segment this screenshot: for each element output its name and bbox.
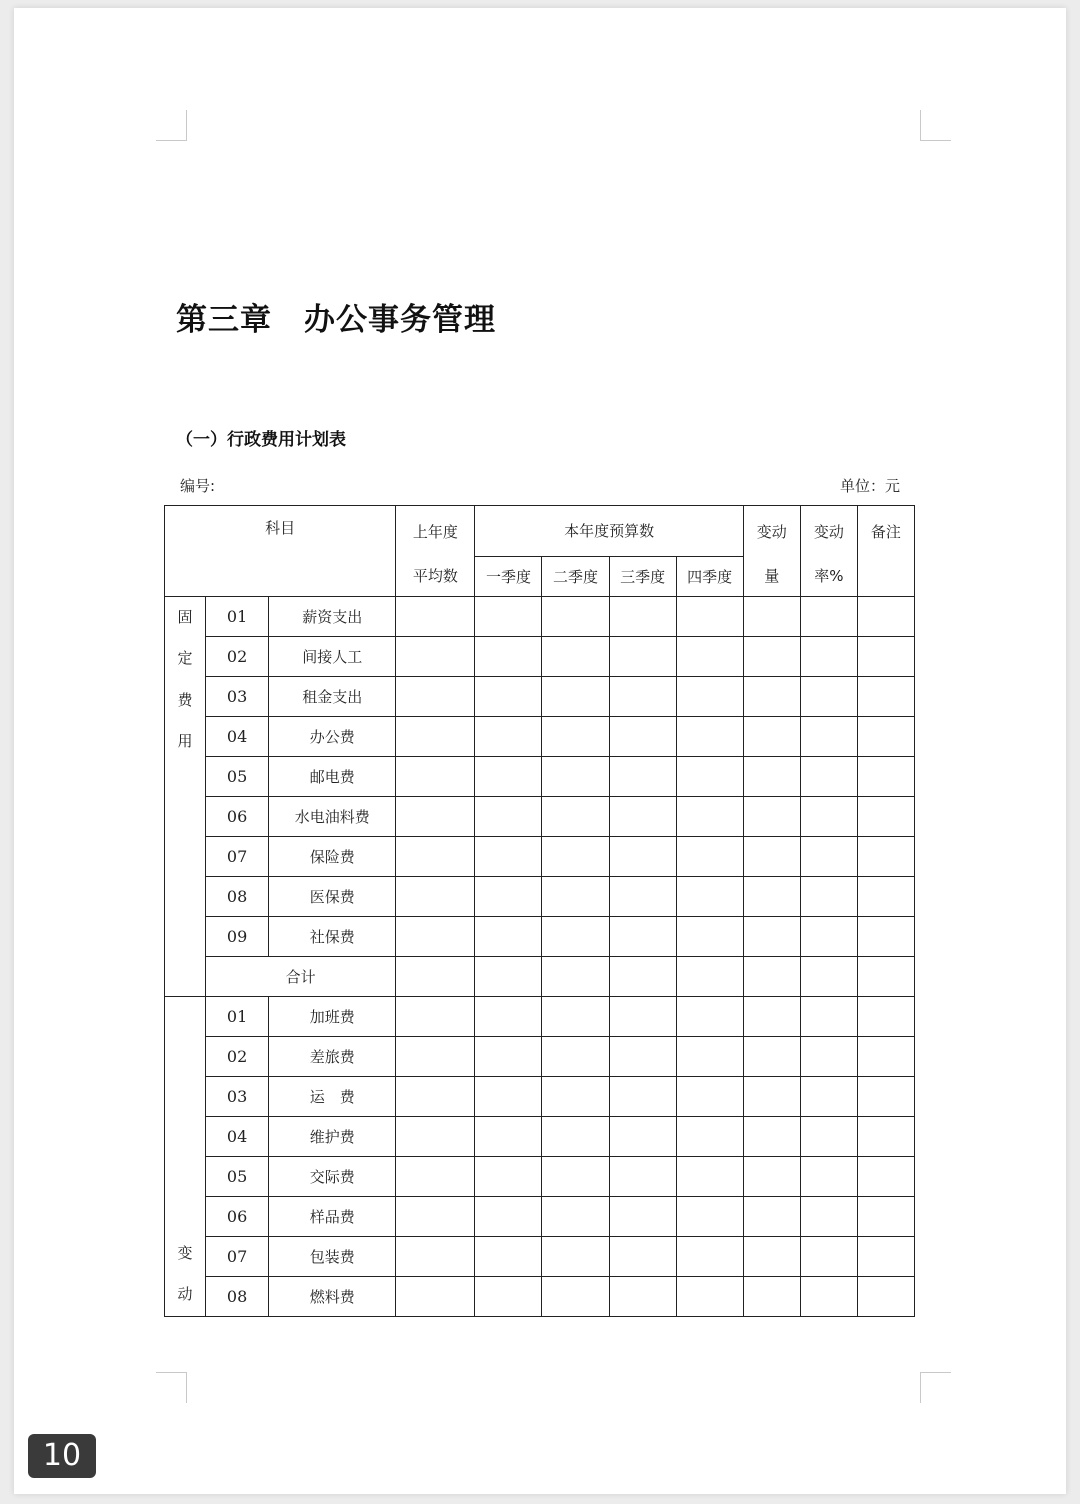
value-cell [542,716,609,756]
value-cell [676,676,743,716]
item-name: 包装费 [269,1236,396,1276]
value-cell [542,916,609,956]
value-cell [475,1276,542,1316]
table-row [165,796,915,836]
value-cell [676,1276,743,1316]
value-cell [396,796,475,836]
item-code: 04 [206,716,269,756]
header-rate-a: 变动 [800,506,857,557]
value-cell [396,1236,475,1276]
item-name: 间接人工 [269,636,396,676]
value-cell [676,1036,743,1076]
value-cell [743,996,800,1036]
value-cell [676,1116,743,1156]
value-cell [743,796,800,836]
header-subject-cont [165,556,396,596]
value-cell [676,636,743,676]
value-cell [542,1236,609,1276]
value-cell [475,1196,542,1236]
table-row [165,676,915,716]
value-cell [857,1076,914,1116]
value-cell [609,596,676,636]
value-cell [800,676,857,716]
value-cell [396,716,475,756]
crop-mark-bottom-right [920,1372,951,1403]
table-row [165,596,915,636]
fixed-category-char: 用 [177,732,193,750]
item-name: 保险费 [269,836,396,876]
item-name: 邮电费 [269,756,396,796]
value-cell [542,1196,609,1236]
value-cell [857,876,914,916]
value-cell [609,876,676,916]
value-cell [396,956,475,996]
value-cell [800,1036,857,1076]
value-cell [676,796,743,836]
item-code: 09 [206,916,269,956]
value-cell [609,1196,676,1236]
item-name: 运 费 [269,1076,396,1116]
value-cell [609,1076,676,1116]
header-rate-b: 率% [800,556,857,596]
table-row [165,716,915,756]
item-name: 水电油料费 [269,796,396,836]
item-name: 医保费 [269,876,396,916]
value-cell [475,956,542,996]
value-cell [743,1036,800,1076]
value-cell [857,756,914,796]
table-row [165,1276,915,1316]
total-row [165,956,915,996]
value-cell [676,876,743,916]
value-cell [800,876,857,916]
table-row [165,876,915,916]
value-cell [475,836,542,876]
value-cell [542,1156,609,1196]
table-row [165,756,915,796]
value-cell [676,1156,743,1196]
value-cell [857,636,914,676]
item-name: 加班费 [269,996,396,1036]
table-row [165,1236,915,1276]
item-code: 03 [206,676,269,716]
value-cell [609,756,676,796]
value-cell [857,1036,914,1076]
value-cell [743,956,800,996]
header-row-1 [165,506,915,557]
item-name: 交际费 [269,1156,396,1196]
table-row [165,1116,915,1156]
value-cell [542,1036,609,1076]
item-code: 04 [206,1116,269,1156]
value-cell [475,756,542,796]
value-cell [609,1236,676,1276]
value-cell [857,716,914,756]
value-cell [542,1076,609,1116]
item-name: 薪资支出 [269,596,396,636]
value-cell [542,676,609,716]
item-code: 05 [206,1156,269,1196]
table-row [165,636,915,676]
header-change-a: 变动 [743,506,800,557]
value-cell [743,876,800,916]
value-cell [542,996,609,1036]
value-cell [800,1156,857,1196]
header-subject: 科目 [165,506,396,557]
value-cell [396,836,475,876]
value-cell [396,1116,475,1156]
value-cell [800,596,857,636]
value-cell [475,1156,542,1196]
value-cell [800,916,857,956]
header-q3: 三季度 [609,556,676,596]
item-code: 08 [206,1276,269,1316]
value-cell [743,1196,800,1236]
table-subtitle: （一）行政费用计划表 [176,430,346,450]
header-remarks-cont [857,556,914,596]
crop-mark-bottom-left [156,1372,187,1403]
crop-mark-top-left [156,110,187,141]
value-cell [609,1116,676,1156]
value-cell [475,1116,542,1156]
item-name: 差旅费 [269,1036,396,1076]
value-cell [475,796,542,836]
value-cell [542,636,609,676]
item-code: 02 [206,636,269,676]
item-code: 02 [206,1036,269,1076]
crop-mark-top-right [920,110,951,141]
value-cell [743,636,800,676]
fixed-category-char: 费 [177,690,193,709]
value-cell [800,1076,857,1116]
value-cell [396,876,475,916]
item-code: 01 [206,996,269,1036]
value-cell [857,916,914,956]
value-cell [800,1196,857,1236]
header-row-2 [165,556,915,596]
value-cell [857,1156,914,1196]
table-row [165,1036,915,1076]
value-cell [609,1276,676,1316]
table-row [165,836,915,876]
variable-category-char: 动 [177,1285,193,1303]
fixed-category-char: 定 [177,649,193,667]
header-remarks: 备注 [857,506,914,557]
value-cell [857,596,914,636]
value-cell [800,716,857,756]
value-cell [857,1196,914,1236]
header-q2: 二季度 [542,556,609,596]
value-cell [676,756,743,796]
item-name: 维护费 [269,1116,396,1156]
value-cell [676,596,743,636]
value-cell [396,676,475,716]
value-cell [800,636,857,676]
value-cell [676,1076,743,1116]
item-code: 07 [206,1236,269,1276]
value-cell [396,1156,475,1196]
value-cell [542,756,609,796]
value-cell [396,636,475,676]
value-cell [857,796,914,836]
value-cell [609,676,676,716]
value-cell [475,996,542,1036]
header-prev-year-a: 上年度 [396,506,475,557]
number-label: 编号: [180,477,216,495]
value-cell [396,1196,475,1236]
item-name: 样品费 [269,1196,396,1236]
total-label: 合计 [206,956,396,996]
value-cell [800,1116,857,1156]
value-cell [396,1276,475,1316]
table-row [165,916,915,956]
value-cell [475,596,542,636]
value-cell [542,836,609,876]
value-cell [857,996,914,1036]
value-cell [676,956,743,996]
fixed-category-cell [165,596,206,996]
value-cell [475,716,542,756]
header-prev-year-b: 平均数 [396,556,475,596]
item-code: 06 [206,796,269,836]
value-cell [800,1236,857,1276]
item-name: 社保费 [269,916,396,956]
value-cell [743,836,800,876]
value-cell [800,796,857,836]
value-cell [609,916,676,956]
header-budget: 本年度预算数 [475,506,743,557]
value-cell [542,796,609,836]
item-code: 03 [206,1076,269,1116]
value-cell [609,716,676,756]
value-cell [542,1276,609,1316]
value-cell [609,1036,676,1076]
value-cell [542,956,609,996]
unit-label: 单位：元 [839,477,900,495]
item-code: 06 [206,1196,269,1236]
value-cell [676,916,743,956]
value-cell [396,756,475,796]
value-cell [800,756,857,796]
table-row [165,996,915,1036]
value-cell [800,996,857,1036]
value-cell [609,1156,676,1196]
value-cell [396,996,475,1036]
value-cell [743,1276,800,1316]
item-code: 07 [206,836,269,876]
value-cell [396,1036,475,1076]
value-cell [475,1236,542,1276]
value-cell [475,676,542,716]
value-cell [542,596,609,636]
variable-category-char: 变 [177,1243,193,1262]
value-cell [800,956,857,996]
value-cell [743,1236,800,1276]
value-cell [857,836,914,876]
item-code: 05 [206,756,269,796]
value-cell [676,836,743,876]
value-cell [609,956,676,996]
value-cell [609,636,676,676]
value-cell [609,796,676,836]
value-cell [743,1156,800,1196]
value-cell [800,836,857,876]
chapter-title: 第三章 办公事务管理 [176,302,496,338]
item-code: 01 [206,596,269,636]
value-cell [743,756,800,796]
value-cell [609,996,676,1036]
value-cell [743,676,800,716]
header-q4: 四季度 [676,556,743,596]
value-cell [743,716,800,756]
value-cell [857,1116,914,1156]
value-cell [857,1276,914,1316]
value-cell [857,956,914,996]
table-row [165,1156,915,1196]
value-cell [609,836,676,876]
value-cell [857,1236,914,1276]
value-cell [800,1276,857,1316]
value-cell [475,1076,542,1116]
item-name: 燃料费 [269,1276,396,1316]
expense-plan-table [164,505,915,1317]
value-cell [676,996,743,1036]
value-cell [676,1196,743,1236]
value-cell [676,716,743,756]
table-row [165,1196,915,1236]
table-row [165,1076,915,1116]
item-name: 办公费 [269,716,396,756]
value-cell [542,1116,609,1156]
value-cell [475,1036,542,1076]
fixed-category-char: 固 [177,607,193,626]
value-cell [396,596,475,636]
value-cell [475,916,542,956]
value-cell [396,916,475,956]
header-change-b: 量 [743,556,800,596]
page-number-badge: 10 [28,1434,96,1478]
variable-category-cell [165,996,206,1316]
value-cell [475,636,542,676]
value-cell [396,1076,475,1116]
value-cell [857,676,914,716]
header-q1: 一季度 [475,556,542,596]
value-cell [743,1116,800,1156]
item-name: 租金支出 [269,676,396,716]
value-cell [743,1076,800,1116]
item-code: 08 [206,876,269,916]
value-cell [743,916,800,956]
value-cell [676,1236,743,1276]
value-cell [475,876,542,916]
value-cell [542,876,609,916]
value-cell [743,596,800,636]
